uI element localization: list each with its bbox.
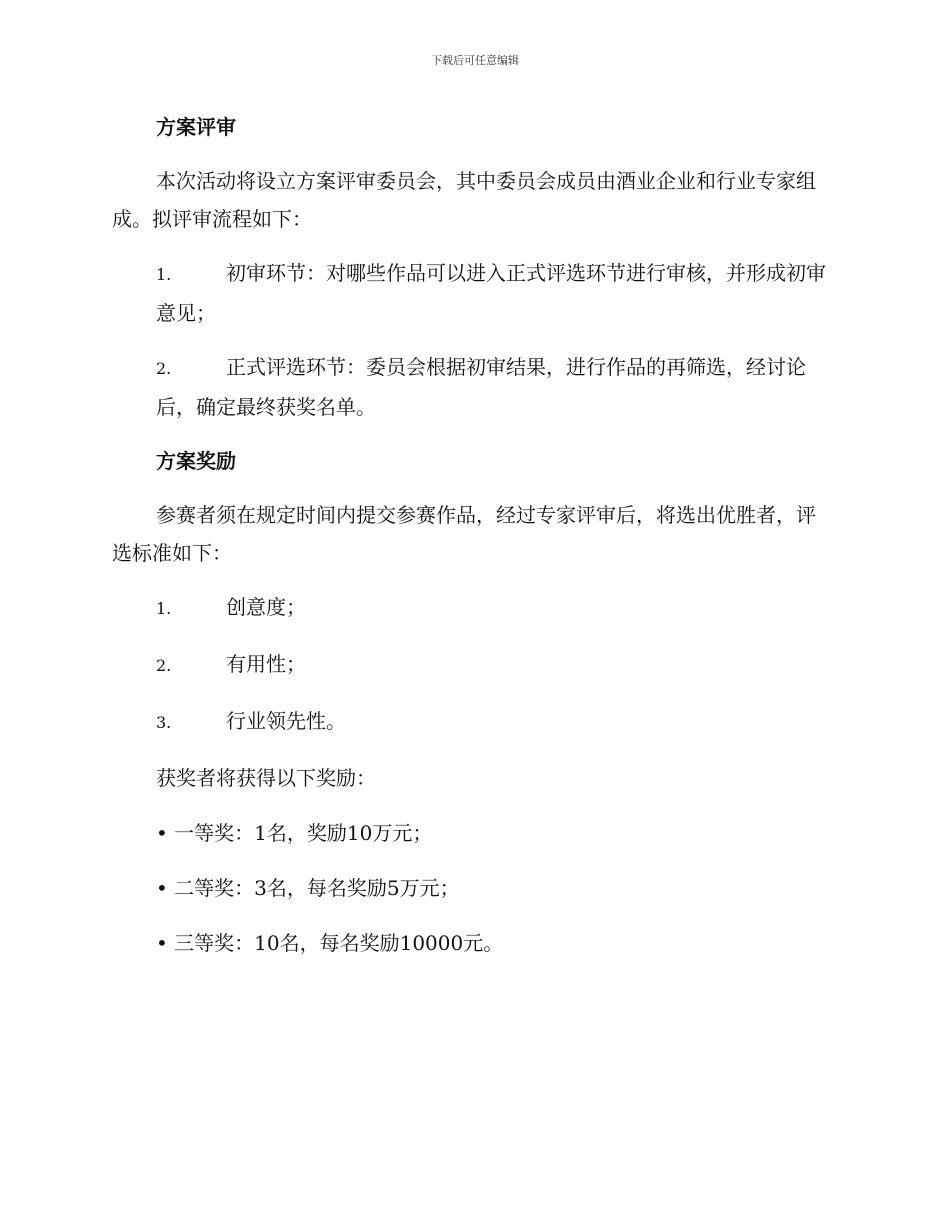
criteria-text: 有用性； (226, 652, 306, 676)
criteria-item (112, 588, 834, 628)
review-step-text: 正式评选环节：委员会根据初审结果，进行作品的再筛选，经讨论后，确定最终获奖名单。 (156, 355, 806, 419)
review-step-text: 初审环节：对哪些作品可以进入正式评选环节进行审核，并形成初审意见； (156, 261, 826, 325)
review-step-number: 1. (156, 265, 172, 284)
review-step (112, 254, 834, 332)
section-title-review: 方案评审 (156, 115, 236, 139)
criteria-number: 2. (156, 656, 172, 675)
criteria-text: 创意度； (226, 595, 306, 619)
criteria-item (112, 702, 834, 742)
page-header-note: 下载后可任意编辑 (431, 54, 519, 67)
rewards-intro-paragraph: 参赛者须在规定时间内提交参赛作品，经过专家评审后，将选出优胜者，评选标准如下： (112, 503, 816, 565)
review-step-number: 2. (156, 359, 172, 378)
criteria-number: 1. (156, 599, 172, 618)
reward-item: • 二等奖：3名，每名奖励5万元； (156, 876, 460, 900)
reward-item: • 三等奖：10名，每名奖励10000元。 (156, 931, 504, 955)
document-body (112, 108, 834, 962)
criteria-item (112, 645, 834, 685)
criteria-number: 3. (156, 713, 172, 732)
rewards-intro-line: 获奖者将获得以下奖励： (156, 766, 376, 790)
review-step (112, 348, 834, 426)
review-intro-paragraph: 本次活动将设立方案评审委员会，其中委员会成员由酒业企业和行业专家组成。拟评审流程如下： (112, 169, 816, 231)
section-title-rewards: 方案奖励 (156, 449, 236, 473)
criteria-text: 行业领先性。 (226, 709, 346, 733)
reward-item: • 一等奖：1名，奖励10万元； (156, 821, 433, 845)
